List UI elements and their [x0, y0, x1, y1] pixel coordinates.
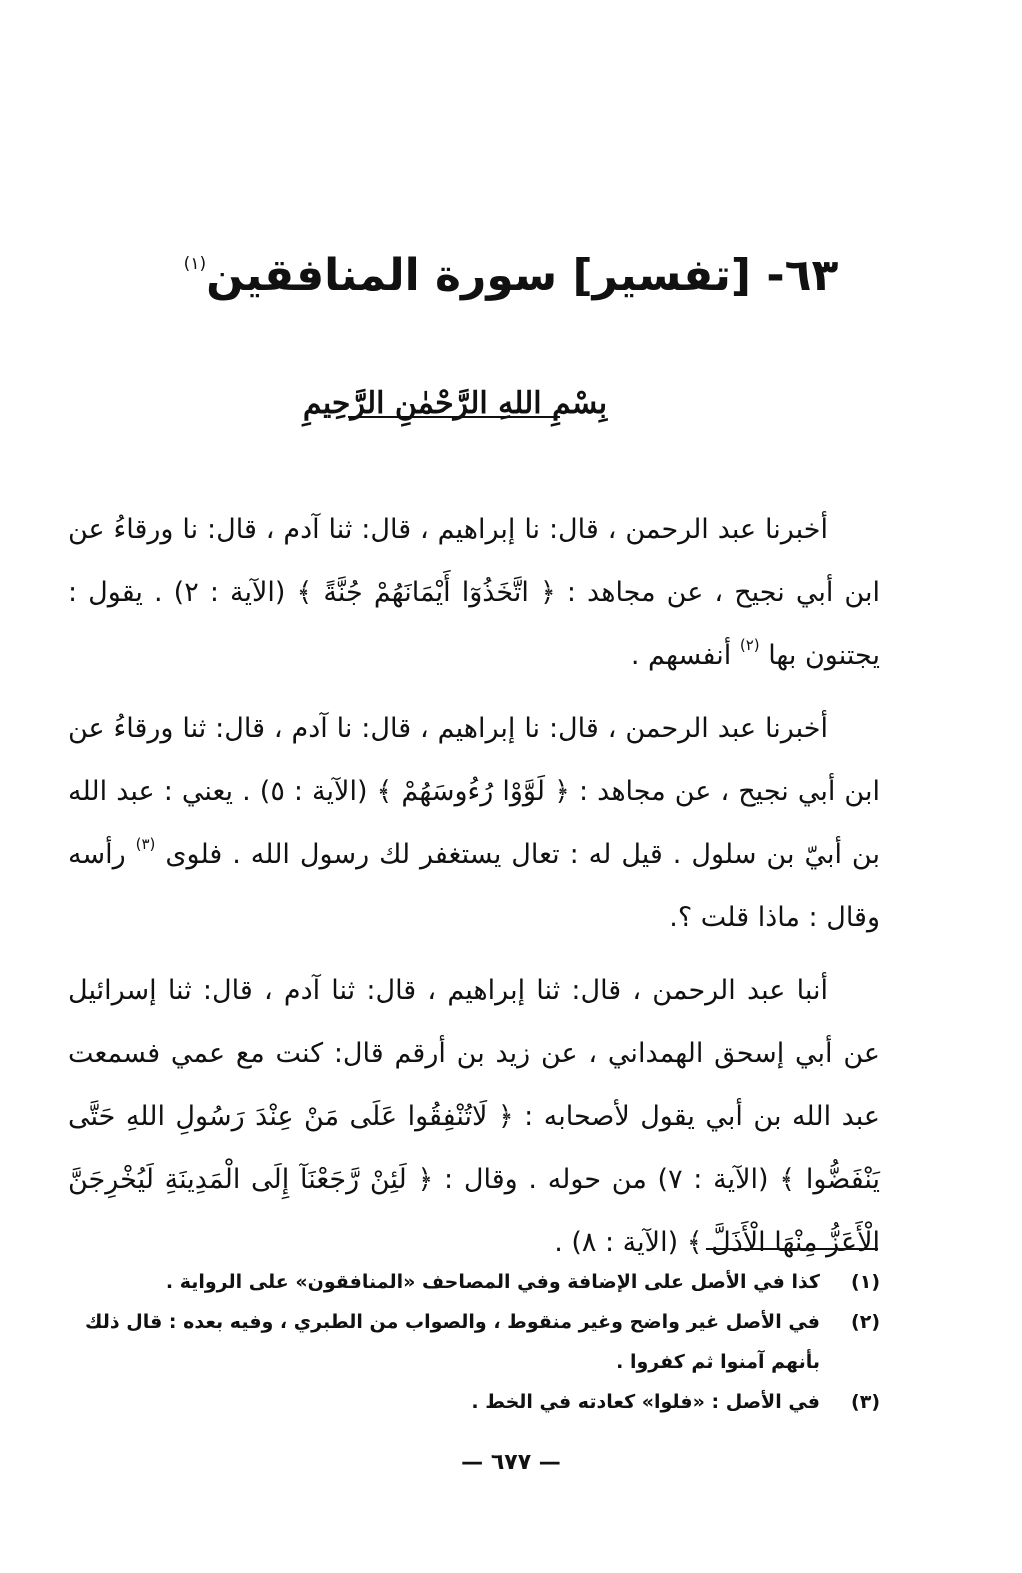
footnote-separator: [706, 1248, 878, 1250]
main-text: [68, 498, 880, 1284]
footnote-text: في الأصل : «فلوا» كعادته في الخط .: [471, 1391, 820, 1413]
paragraph-2: [68, 697, 880, 949]
page-number: — ٦٧٧ —: [461, 1450, 561, 1475]
paragraph-text: أخبرنا عبد الرحمن ، قال: نا إبراهيم ، قال: ثنا آدم ، قال: نا ورقاءُ عن ابن أبي نجيح ، عن مجاهد : ﴿ اتَّخَذُوٓا أَيْمَانَهُمْ جُنَّةً ﴾ (الآية : ٢) . يقول : يجتنون بها: [68, 514, 880, 671]
footnotes: [68, 1262, 880, 1422]
footnote-ref: (٣): [135, 835, 156, 853]
basmala-text: بِسْمِ اللهِ الرَّحْمٰنِ الرَّحِيمِ: [302, 386, 608, 421]
heading-footnote-ref: (١): [183, 254, 207, 274]
surah-heading-text: ٦٣- [تفسير] سورة المنافقين: [206, 250, 839, 301]
footnote-number: (٢): [851, 1311, 880, 1333]
footnote-ref: (٢): [739, 636, 760, 654]
footnote-3: [68, 1382, 880, 1422]
footnote-text: في الأصل غير واضح وغير منقوط ، والصواب من الطبري ، وفيه بعده : قال ذلك بأنهم آمنوا ثم كفروا .: [85, 1311, 820, 1373]
paragraph-text: رأسه وقال : ماذا قلت ؟.: [68, 839, 880, 933]
paragraph-1: [68, 498, 880, 687]
footnote-2: [68, 1302, 880, 1382]
footnote-text: كذا في الأصل على الإضافة وفي المصاحف «المنافقون» على الرواية .: [165, 1271, 820, 1293]
surah-heading: [0, 250, 1022, 301]
paragraph-text: أخبرنا عبد الرحمن ، قال: نا إبراهيم ، قال: نا آدم ، قال: ثنا ورقاءُ عن ابن أبي نجيح ، عن مجاهد : ﴿ لَوَّوْا رُءُوسَهُمْ ﴾ (الآية : ٥) . يعني : عبد الله بن أبيّ بن سلول . قيل له : تعال يستغفر لك رسول الله . فلوى: [68, 713, 880, 870]
paragraph-3: [68, 959, 880, 1274]
paragraph-text: أنفسهم .: [630, 640, 732, 671]
footnote-number: (٣): [851, 1391, 880, 1413]
footnote-number: (١): [851, 1271, 880, 1293]
footnote-1: [68, 1262, 880, 1302]
basmala: [230, 380, 680, 440]
paragraph-text: أنبا عبد الرحمن ، قال: ثنا إبراهيم ، قال: ثنا آدم ، قال: ثنا إسرائيل عن أبي إسحق الهمداني ، عن زيد بن أرقم قال: كنت مع عمي فسمعت عبد الله بن أبي يقول لأصحابه : ﴿ لَاتُنْفِقُوا عَلَى مَنْ عِنْدَ رَسُولِ اللهِ حَتَّى يَنْفَضُّوا ﴾ (الآية : ٧) من حوله . وقال : ﴿ لَئِنْ رَّجَعْنَآ إِلَى الْمَدِينَةِ لَيُخْرِجَنَّ الْأَعَزُّ مِنْهَا الْأَذَلَّ ﴾ (الآية : ٨) .: [68, 975, 881, 1258]
